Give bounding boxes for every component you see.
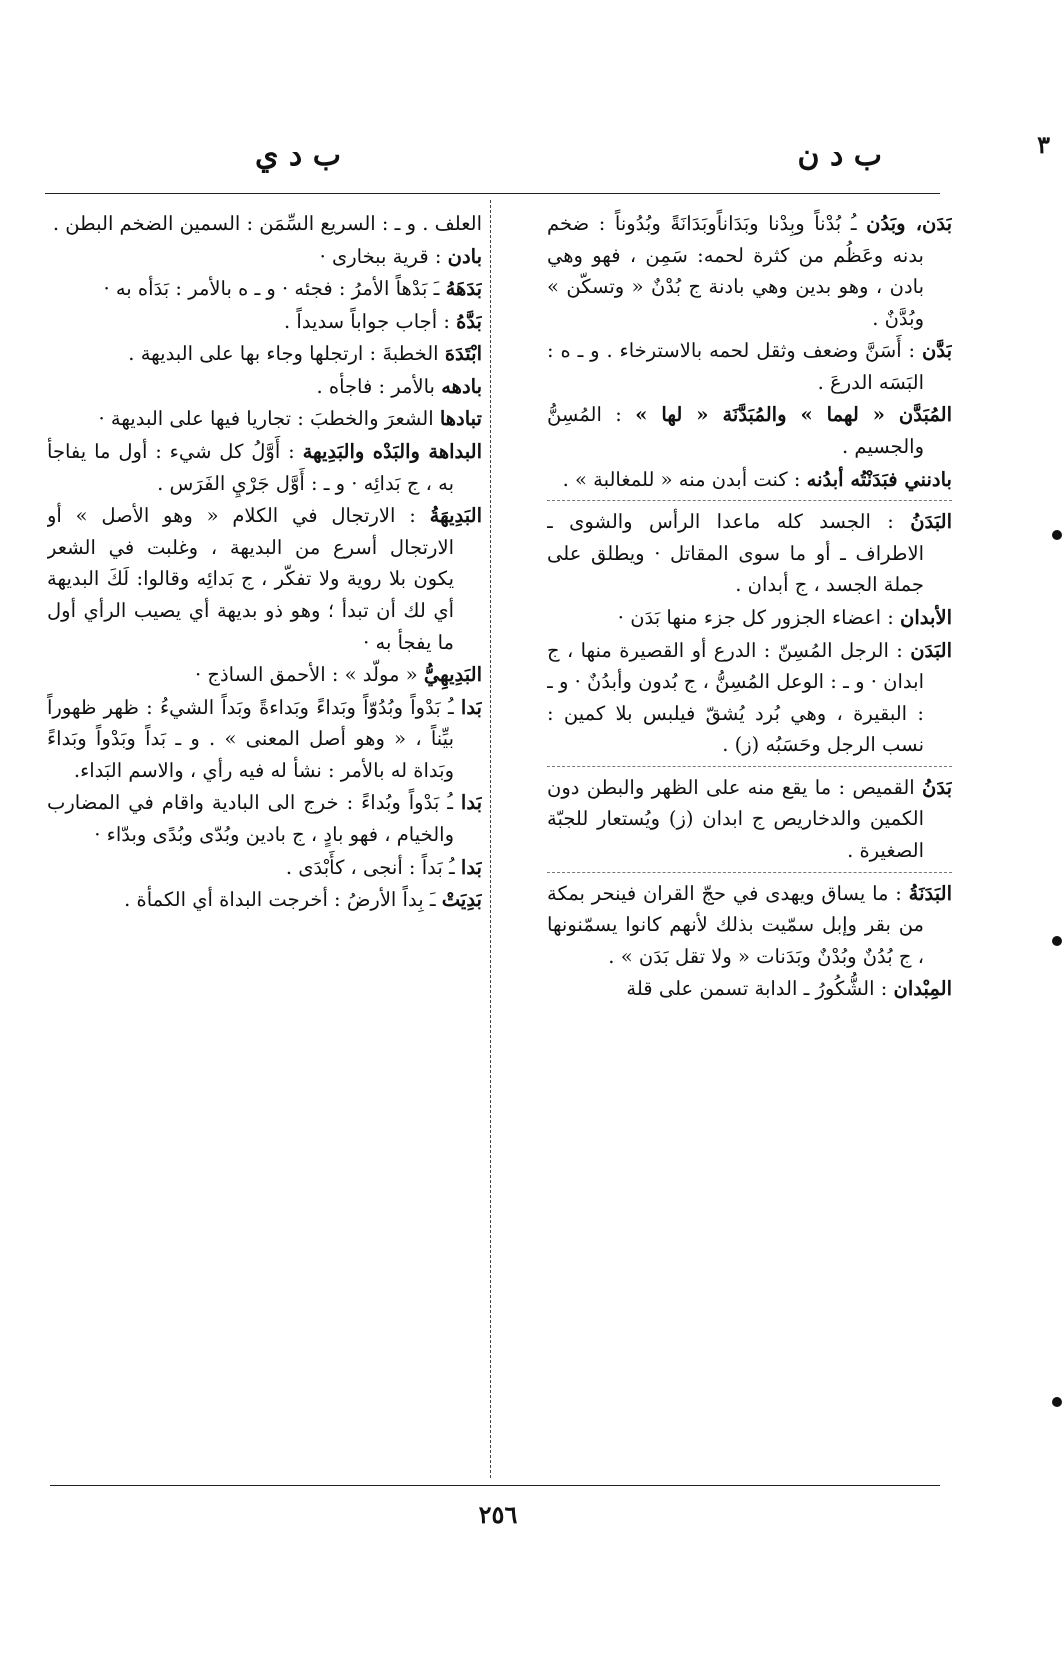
entry-definition: القميص : ما يقع منه على الظهر والبطن دون الكمين والدخاريص ج ابدان (ز) ويُستعار للجبّة الصغيرة .: [547, 775, 924, 862]
entry-headword: المِبْدان: [893, 977, 952, 1001]
dictionary-entry: [547, 602, 952, 634]
entry-definition: : الرجل المُسِنّ : الدرع أو القصيرة منها ، ج ابدان · و ـ : الوعل المُسِنُّ ، ج بُدون وأبدُنٌ · و ـ : البقيرة ، وهي بُرد يُشقّ فيلبس بلا كمين : نسب الرجل وحَسَبُه (ز) .: [547, 638, 924, 757]
entry-definition: الخطبةَ : ارتجلها وجاء بها على البديهة .: [128, 342, 439, 366]
entry-headword: البَدَن: [910, 638, 952, 662]
dictionary-entry: [47, 208, 482, 240]
entry-headword: البَدَنَةُ: [908, 881, 952, 905]
right-column: [547, 208, 952, 1476]
entry-headword: بَدا: [460, 855, 482, 879]
entry-definition: : أَسَنَّ وضعف وثقل لحمه بالاسترخاء . و ـ ه : البَسَه الدرعَ .: [547, 339, 924, 394]
entry-definition: ـُ بَدْواً وبُداءً : خرج الى البادية واقام في المضارب والخيام ، فهو بادٍ ، ج بادين وبُدّى وبُدًى وبدّاء ·: [47, 791, 454, 846]
entry-headword: بَدا: [460, 695, 482, 719]
entry-definition: : الجسد كله ماعدا الرأس والشوى ـ الاطراف ـ أو ما سوى المقاتل · ويطلق على جملة الجسد ، ج أبدان .: [547, 510, 924, 597]
binding-dot: [1052, 1397, 1062, 1407]
running-header-right: ب د ن: [797, 138, 882, 173]
entry-headword: بَدَهَهُ: [445, 277, 482, 301]
entry-definition: ـُ بُدْناً وبِدْنا وبَدَاناًوبَدَانَةً وبُدُوناً : ضخم بدنه وعَظُم من كثرة لحمه: سَمِن ، فهو وهي بادن ، وهو بدين وهي بادنة ج بُدْنٌ « وتسكّن » وبُدَّنٌ .: [547, 212, 924, 330]
entry-headword: بادن: [447, 244, 482, 268]
entry-headword: البَدَنُ: [910, 510, 952, 534]
entry-definition: : المُسِنُّ والجسيم .: [547, 403, 924, 459]
dictionary-entry: [547, 500, 952, 601]
entry-definition: : قرية ببخارى ·: [319, 244, 442, 268]
dictionary-entry: [47, 403, 482, 435]
dictionary-entry: [547, 766, 952, 867]
left-column: [47, 208, 482, 1476]
entry-headword: بَدِيَتْ: [441, 888, 482, 912]
entry-headword: تبادها: [439, 407, 482, 431]
column-divider: [490, 200, 491, 1478]
entry-definition: : الشُّكُورُ ـ الدابة تسمن على قلة: [626, 977, 888, 1001]
entry-headword: الأبدان: [900, 605, 952, 629]
dictionary-entry: [547, 973, 952, 1005]
entry-definition: ـَ بِداً الأرضُ : أخرجت البداة أي الكمأة .: [124, 888, 436, 912]
entry-headword: بادنني فبَدَنْتُه أبدُنه: [806, 467, 952, 491]
dictionary-entry: [47, 692, 482, 787]
dictionary-entry: [47, 787, 482, 850]
entry-headword: البَدِيهَةُ: [429, 504, 482, 528]
entry-definition: : الارتجال في الكلام « وهو الأصل » أو الارتجال أسرع من البديهة ، وغلبت في الشعر يكون بلا روية ولا تفكّر ، ج بَدائِه وقالوا: لَكَ البديهة أي لك أن تبدأ ؛ وهو ذو بديهة أي يصيب الرأي أول ما يفجأ به ·: [47, 504, 454, 654]
entry-headword: البداهة والبَدْه والبَدِيهة: [302, 440, 482, 464]
entry-definition: ـَ بَدْهاً الأمرُ : فجئه · و ـ ه بالأمر : بَدَأه به ·: [103, 277, 440, 301]
dictionary-entry: [47, 884, 482, 916]
dictionary-entry: [47, 852, 482, 884]
dictionary-entry: [547, 208, 952, 334]
entry-headword: ابْتَدَهَ: [444, 342, 482, 366]
dictionary-entry: [47, 338, 482, 370]
entry-definition: ـُ بَدْواً وبُدُوّاً وبَداءً وبَداءةً وبَداً الشيءُ : ظهر ظهوراً بيِّناً ، « وهو أصل المعنى » . و ـ بَداً وبَدْواً وبَداءً وبَداة له بالأمر : نشأ له فيه رأي ، والاسم البَداء.: [47, 695, 454, 782]
dictionary-entry: [47, 500, 482, 658]
corner-mark: ٣: [1037, 130, 1050, 159]
header-rule: [45, 193, 940, 194]
entry-headword: بَدَّن: [922, 339, 952, 363]
binding-dot: [1052, 936, 1062, 946]
entry-definition: الشعرَ والخطبَ : تجاريا فيها على البديهة ·: [98, 407, 434, 431]
dictionary-entry: [47, 241, 482, 273]
footer-rule: [50, 1485, 940, 1486]
binding-dot: [1052, 530, 1062, 540]
entry-headword: البَدِيهِيُّ: [423, 663, 482, 687]
entry-headword: بَدَنُ: [922, 775, 952, 799]
dictionary-entry: [547, 635, 952, 761]
entry-headword: بَدا: [460, 791, 482, 815]
dictionary-entry: [47, 371, 482, 403]
entry-definition: : أجاب جواباً سديداً .: [284, 309, 450, 333]
entry-definition: : ما يساق ويهدى في حجّ القران فينحر بمكة من بقر وإبل سمّيت بذلك لأنهم كانوا يسمّنونها ، ج بُدُنٌ وبُدْنٌ وبَدَنات « ولا تقل بَدَن » .: [547, 881, 924, 968]
dictionary-entry: [47, 273, 482, 305]
page-number: ٢٥٦: [478, 1500, 518, 1529]
dictionary-entry: [47, 659, 482, 691]
entry-headword: بَدَّهُ: [456, 309, 482, 333]
dictionary-entry: [47, 436, 482, 499]
entry-headword: بَدَن، وبَدُن: [866, 212, 952, 235]
entry-definition: « مولّد » : الأحمق الساذج ·: [195, 663, 418, 687]
entry-definition: بالأمر : فاجأه .: [316, 374, 435, 398]
dictionary-entry: [547, 872, 952, 973]
entry-definition: : أَوَّلُ كل شيء : أول ما يفاجأ به ، ج بَدائِه · و ـ : أَوَّل جَرْيِ الفَرَس .: [47, 440, 454, 495]
entry-definition: : اعضاء الجزور كل جزء منها بَدَن ·: [617, 605, 894, 629]
entry-definition: : كنت أبدن منه « للمغالبة » .: [562, 467, 801, 491]
dictionary-entry: [547, 464, 952, 496]
running-header-left: ب د ي: [255, 138, 341, 173]
dictionary-entry: [47, 306, 482, 338]
entry-definition: ـُ بَداً : أنجى ، كأَبْدَى .: [285, 855, 455, 879]
entry-headword: المُبَدَّن « لهما » والمُبَدَّنَة « لها »: [635, 403, 952, 427]
entry-headword: بادهه: [441, 374, 482, 398]
entry-definition: العلف . و ـ : السريع السِّمَن : السمين الضخم البطن .: [52, 212, 482, 235]
dictionary-entry: [547, 399, 952, 462]
dictionary-entry: [547, 335, 952, 398]
